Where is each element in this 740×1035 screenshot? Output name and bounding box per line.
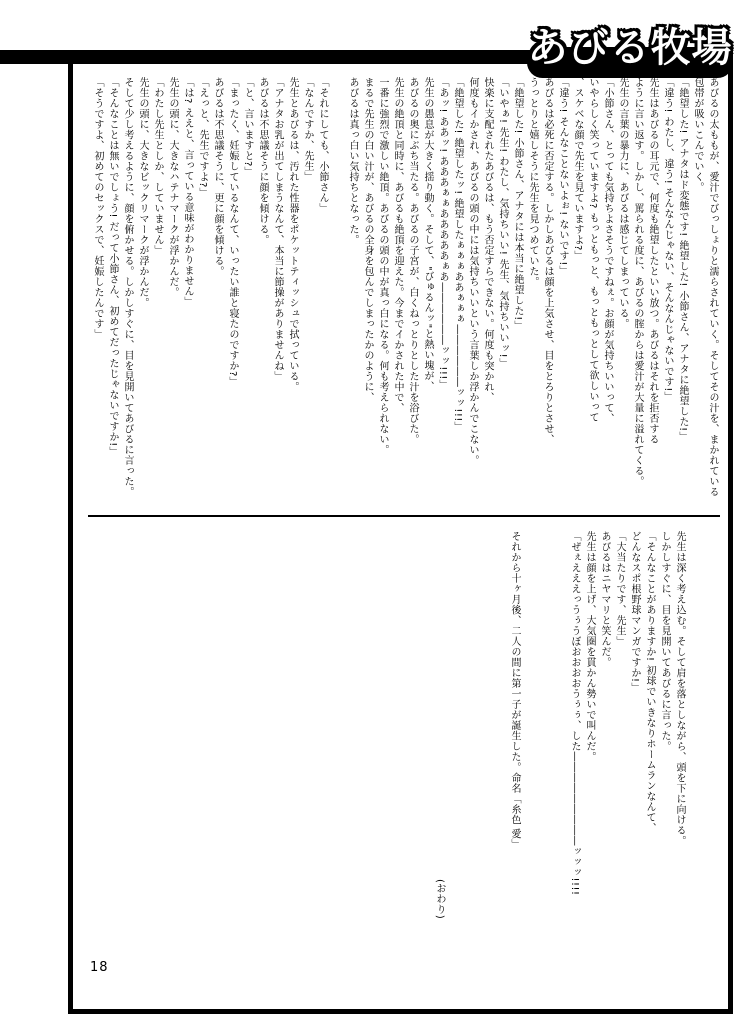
text-column: 「大当たりです、先生」 bbox=[614, 531, 625, 647]
story-text-bottom bbox=[431, 531, 687, 933]
text-column: 「そんなことがありますか! 初球でいきなりホームランなんて、 bbox=[644, 531, 655, 834]
text-column: 「絶望した! 絶望したッ! 絶望したぁぁぁああぁぁぁ――――――ッッ!!!」 bbox=[452, 77, 463, 433]
text-column: 「小節さん、とっても気持ちよさそうですねぇ。お顔が気持ちいいって、 bbox=[602, 77, 613, 424]
text-column: 「は? ええと、言っている意味がわかりません」 bbox=[182, 77, 193, 307]
page-title: あびる牧場 bbox=[527, 25, 733, 71]
text-column: ように言い返す。しかし、罵られる度に、あびるの腟からは愛汁が大量に溢れてくる。 bbox=[632, 77, 643, 487]
frame-bottom-border bbox=[68, 1009, 733, 1014]
text-column: 「まったく、妊娠しているなんて、いったい誰と寝たのですか?」 bbox=[227, 77, 238, 388]
text-column: 先生の言葉の暴力に、あびるは感じてしまっている。 bbox=[617, 77, 628, 329]
text-column: 一番に強烈で激しい絶頂。あびるの頭の中が真っ白になる。何も考えられない。 bbox=[377, 77, 388, 455]
text-column: 先生は深く考え込む。そして肩を落としながら、頭を下に向ける。 bbox=[674, 531, 685, 846]
text-column: 先生はあびるの耳元で、何度も絶望したといい放つ。あびるはそれを拒否する bbox=[647, 77, 658, 445]
text-column: あびるの太ももが、愛汁でびっしょりと濡らされていく。そしてその汁を、まかれている bbox=[707, 77, 718, 497]
text-column: 「えっと、先生ですよ?」 bbox=[197, 77, 208, 199]
frame-left-border bbox=[68, 58, 73, 1014]
text-column: 「それにしても、小節さん」 bbox=[317, 77, 328, 214]
text-column: そして少し考えるように、顔を俯かせる。しかしすぐに、目を見開いてあびるに言った。 bbox=[122, 77, 133, 497]
section-divider bbox=[88, 515, 720, 517]
page-number: 18 bbox=[90, 960, 109, 975]
text-column: 「いやぁ! 先生! わたし、気持ちいい! 先生、気持ちいいッ!」 bbox=[497, 77, 508, 369]
text-column: それから十ヶ月後、二人の間に第一子が誕生した。命名「糸色 愛」 bbox=[509, 531, 520, 850]
text-column: あびるはニヤマリと笑んだ。 bbox=[599, 531, 610, 668]
text-column: 先生の頭に、大きなハテナマークが浮かんだ。 bbox=[167, 77, 178, 298]
column-gap bbox=[522, 531, 567, 933]
text-column: あびるは真っ白い気持ちとなった。 bbox=[347, 77, 358, 245]
frame-right-border bbox=[728, 58, 733, 1014]
text-column: しかしすぐに、目を見開いてあびるに言った。 bbox=[659, 531, 670, 752]
story-text-top bbox=[88, 77, 720, 514]
text-column: あびるは必死に否定する。しかしあびるは顔を上気させ、目をとろりとさせ、 bbox=[542, 77, 553, 445]
text-column: 「絶望した! アナタはド変態です! 絶望した! 小節さん、アナタに絶望した!」 bbox=[677, 77, 688, 443]
text-column: 快楽に支配されたあびるは、もう否定すらできない。何度も突かれ、 bbox=[482, 77, 493, 403]
text-column: うっとりと嬉しそうに先生を見つめていた。 bbox=[527, 77, 538, 287]
column-gap bbox=[330, 77, 345, 514]
text-column: (おわり) bbox=[434, 879, 445, 920]
text-column: 「と、言いますと?」 bbox=[242, 77, 253, 178]
text-column: 先生の愚息が大きく揺り動く。そして、"びゅるんッ"と熱い塊が、 bbox=[422, 77, 433, 392]
text-column: 「そうですよ、初めてのセックスで、妊娠したんです」 bbox=[92, 77, 103, 340]
text-column: いやらしく笑っていますよ? もっともっと、もっともっとして欲しいって bbox=[587, 77, 598, 423]
text-column: どんなスポ根野球マンガですか!」 bbox=[629, 531, 640, 694]
text-column: 包帯が吸いこんでいく。 bbox=[692, 77, 703, 193]
text-column: 「違う! わたし、違う! そんなんじゃない、そんなんじゃないです!」 bbox=[662, 77, 673, 403]
text-column: 「あッ! ああッ! あああぁぁあああああぁあ――――――ッッ!!!」 bbox=[437, 77, 448, 391]
text-column: 先生の頭に、大きなビックリマークが浮かんだ。 bbox=[137, 77, 148, 308]
text-column: 「そんなことは無いでしょう! だって小節さん、初めてだったじゃないですか!」 bbox=[107, 77, 118, 458]
text-column: あびるは不思議そうに、更に顔を傾ける。 bbox=[212, 77, 223, 277]
text-column: まるで先生の白い汁が、あびるの全身を包んでしまったかのように、 bbox=[362, 77, 373, 403]
text-column: 「アナタお乳が出てしまうなんて、本当に節操がありませんね」 bbox=[272, 77, 283, 382]
text-column: 「違う! そんなことないよぉ! ないです!」 bbox=[557, 77, 568, 277]
text-column: 先生とあびるは、汚れた性器をポケットティッシュで拭っている。 bbox=[287, 77, 298, 392]
text-column: 「なんですか、先生」 bbox=[302, 77, 313, 182]
text-column: あびるは不思議そうに顔を傾ける。 bbox=[257, 77, 268, 245]
text-column: 「わたし先生としか、していません」 bbox=[152, 77, 163, 256]
text-column: 先生の絶頂と同時に、あびるも絶頂を迎えた。今までイかされた中で、 bbox=[392, 77, 403, 413]
column-gap bbox=[447, 531, 507, 933]
text-column: 何度もイかされ、あびるの頭の中には気持ちいいという言葉しか浮かんでこない。 bbox=[467, 77, 478, 466]
text-column: 「絶望した! 小節さん、アナタには本当に絶望した!」 bbox=[512, 77, 523, 332]
text-column: 先生は顔を上げ、大気圏を貫かん勢いで叫んだ。 bbox=[584, 531, 595, 762]
text-column: 、スケベな顔で先生を見ていますよ?」 bbox=[572, 77, 583, 262]
text-column: あびるの奥にぶち当たる。あびるの子宮が、白くねっとりとした汁を浴びた。 bbox=[407, 77, 418, 445]
text-column: 「ぜぇえええっうぅうぼおおおおうぅぅ、した―――――――――ッッッ!!!! bbox=[569, 531, 580, 896]
